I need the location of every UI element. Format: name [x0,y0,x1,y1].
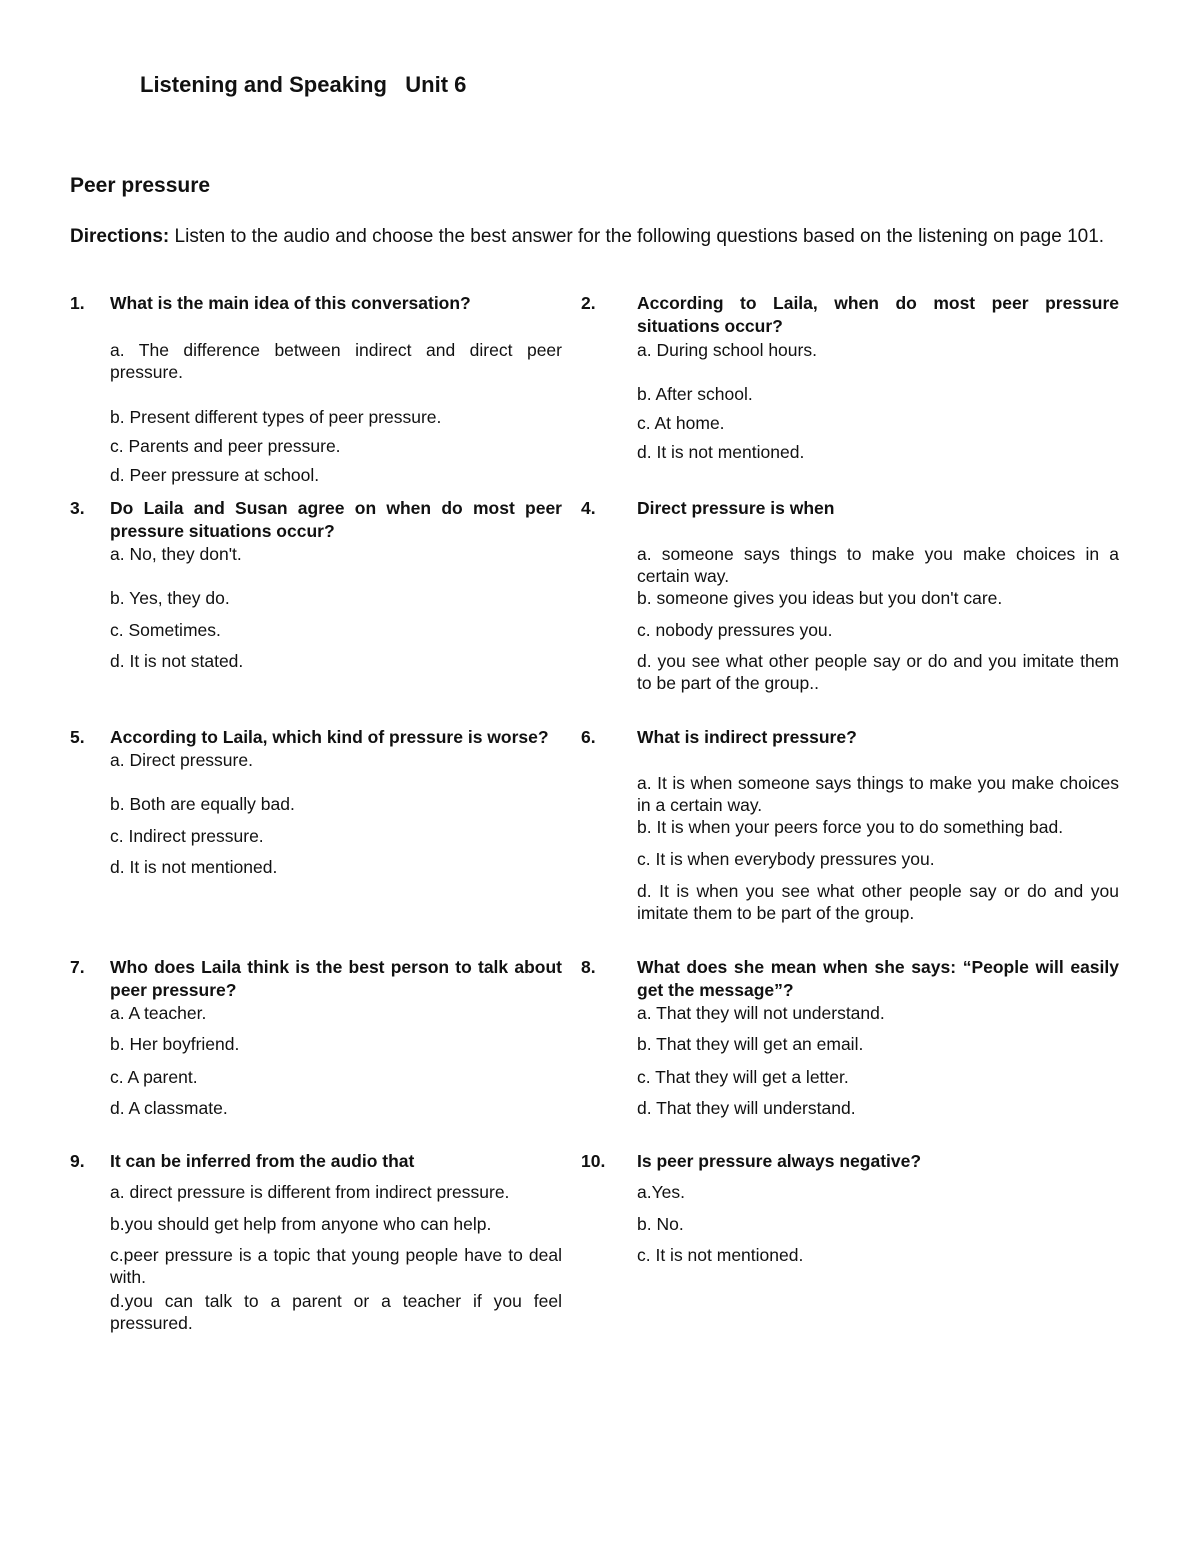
option-b: b. After school. [637,384,753,404]
option-c: c. Parents and peer pressure. [110,436,341,456]
option-a: a. Direct pressure. [110,750,253,770]
question-text: What does she mean when she says: “People will easily get the message”? [637,957,1119,1000]
option-c: c. Sometimes. [110,620,221,640]
option-d: d. It is not mentioned. [110,857,278,877]
option-b: b.you should get help from anyone who can help. [110,1214,492,1234]
option-a: a. No, they don't. [110,544,242,564]
question-number: 8. [581,957,596,977]
question-number: 4. [581,498,596,518]
option-d: d. A classmate. [110,1098,228,1118]
question-8 [581,956,1119,1118]
option-a: a.Yes. [637,1182,686,1202]
question-10 [581,1150,1119,1265]
question-text: Is peer pressure always negative? [637,1151,922,1171]
option-a: a. direct pressure is different from indirect pressure. [110,1182,510,1202]
option-c: c.peer pressure is a topic that young people have to deal with. [110,1245,562,1287]
directions-label: Directions: [70,226,170,247]
question-text: According to Laila, which kind of pressure is worse? [110,727,549,747]
question-9 [70,1150,562,1333]
option-c: c. nobody pressures you. [637,620,833,640]
question-number: 1. [70,293,85,313]
question-number: 6. [581,727,596,747]
option-b: b. No. [637,1214,684,1234]
section-title: Peer pressure [70,174,211,197]
question-text: It can be inferred from the audio that [110,1151,415,1171]
option-d: d. That they will understand. [637,1098,856,1118]
question-6 [581,726,1119,923]
option-d: d. Peer pressure at school. [110,465,320,485]
question-3 [70,497,562,671]
option-b: b. It is when your peers force you to do something bad. [637,817,1064,837]
option-b: b. someone gives you ideas but you don't care. [637,588,1003,608]
question-text: Do Laila and Susan agree on when do most peer pressure situations occur? [110,498,562,541]
option-a: a. The difference between indirect and direct peer pressure. [110,340,562,382]
option-b: b. That they will get an email. [637,1034,864,1054]
option-b: b. Her boyfriend. [110,1034,240,1054]
option-c: c. That they will get a letter. [637,1067,849,1087]
option-a: a. That they will not understand. [637,1003,885,1023]
question-number: 5. [70,727,85,747]
question-1 [70,292,562,485]
option-c: c. Indirect pressure. [110,826,264,846]
question-text: Who does Laila think is the best person to talk about peer pressure? [110,957,562,1000]
option-a: a. It is when someone says things to make you make choices in a certain way. [637,773,1119,815]
directions [70,224,1130,250]
option-c: c. It is when everybody pressures you. [637,849,935,869]
option-c: c. A parent. [110,1067,198,1087]
question-text: Direct pressure is when [637,498,835,518]
option-b: b. Both are equally bad. [110,794,295,814]
directions-text: Listen to the audio and choose the best answer for the following questions based on the listening on page 101. [169,226,1105,247]
question-4 [581,497,1119,693]
question-number: 3. [70,498,85,518]
option-b: b. Yes, they do. [110,588,230,608]
option-a: a. someone says things to make you make choices in a certain way. [637,544,1119,586]
option-d: d. It is when you see what other people say or do and you imitate them to be part of the group. [637,881,1119,923]
question-number: 7. [70,957,85,977]
option-c: c. At home. [637,413,725,433]
option-c: c. It is not mentioned. [637,1245,804,1265]
option-a: a. A teacher. [110,1003,207,1023]
option-d: d. It is not mentioned. [637,442,805,462]
question-5 [70,726,562,877]
question-text: What is indirect pressure? [637,727,857,747]
page-title: Listening and Speaking Unit 6 [140,72,467,97]
option-d: d.you can talk to a parent or a teacher if you feel pressured. [110,1291,562,1333]
question-number: 9. [70,1151,85,1171]
option-a: a. During school hours. [637,340,817,360]
question-text: What is the main idea of this conversation? [110,293,471,313]
option-d: d. you see what other people say or do and you imitate them to be part of the group.. [637,651,1119,693]
question-number: 2. [581,293,596,313]
option-d: d. It is not stated. [110,651,244,671]
option-b: b. Present different types of peer pressure. [110,407,442,427]
question-7 [70,956,562,1118]
question-2 [581,292,1119,462]
question-number: 10. [581,1151,606,1171]
question-text: According to Laila, when do most peer pressure situations occur? [637,293,1119,336]
